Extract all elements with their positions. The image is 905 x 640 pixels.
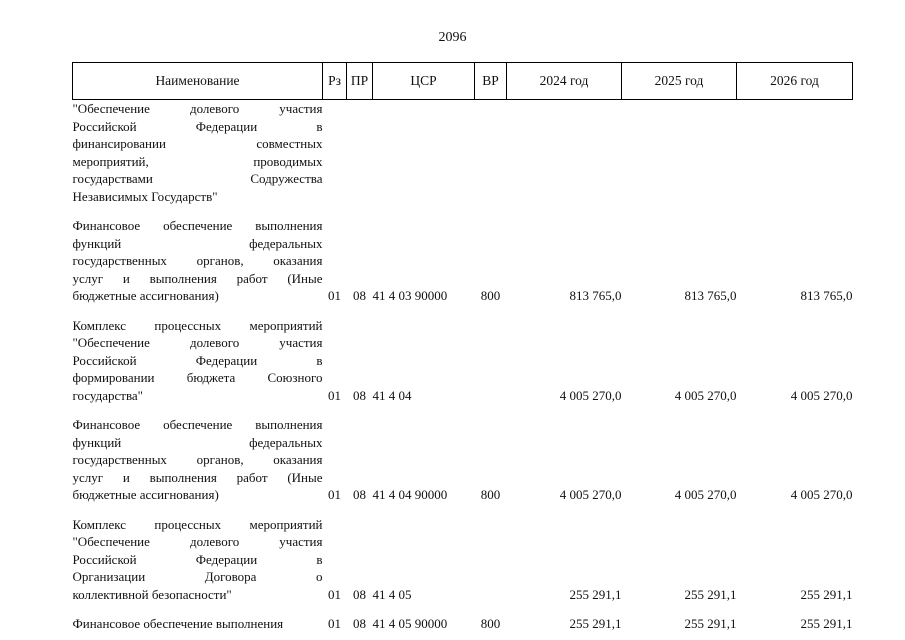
table-row (73, 317, 853, 405)
table-row (73, 416, 853, 504)
cell-rz: 01 (328, 487, 341, 502)
cell-2025 (622, 100, 737, 206)
cell-pr: 08 (353, 387, 366, 403)
name-line: Российской Федерации в (72, 352, 323, 368)
cell-name (73, 100, 323, 206)
header-2024: 2024 год (507, 63, 622, 100)
cell-rz (323, 100, 347, 206)
page-number: 2096 (438, 30, 467, 45)
name-line: Финансовое обеспечение выполнения (72, 616, 284, 631)
cell-rz: 01 (328, 616, 341, 631)
table-row (73, 100, 853, 206)
name-line: Финансовое обеспечение выполнения (72, 218, 323, 233)
cell-pr: 08 (353, 288, 366, 303)
cell-2026: 4 005 270,0 (790, 387, 853, 403)
name-line: государственных органов, оказания (72, 253, 323, 268)
name-line: коллективной безопасности" (72, 586, 232, 602)
cell-csr: 41 4 05 (372, 586, 412, 602)
name-line: Российской Федерации в (72, 118, 323, 134)
cell-vr: 800 (480, 288, 501, 303)
name-line: "Обеспечение долевого участия (72, 101, 323, 116)
cell-2025: 4 005 270,0 (674, 487, 737, 502)
table-body (73, 100, 853, 633)
name-line: финансировании совместных (72, 136, 323, 151)
cell-2026 (737, 100, 853, 206)
name-line: Комплекс процессных мероприятий (72, 317, 323, 333)
name-line: Финансовое обеспечение выполнения (72, 417, 323, 432)
table-row (73, 516, 853, 604)
cell-vr: 800 (480, 487, 501, 502)
name-line: Комплекс процессных мероприятий (72, 516, 323, 532)
cell-2024: 255 291,1 (569, 586, 622, 602)
cell-csr: 41 4 03 90000 (372, 288, 448, 303)
row-spacer (73, 404, 853, 416)
cell-pr (347, 100, 373, 206)
header-vr: ВР (475, 63, 507, 100)
table-row (73, 615, 853, 633)
name-line: функций федеральных (72, 235, 323, 251)
cell-2024 (507, 100, 622, 206)
cell-csr: 41 4 04 90000 (372, 487, 448, 502)
name-line: государственных органов, оказания (72, 452, 323, 467)
name-line: бюджетные ассигнования) (72, 288, 219, 303)
row-spacer (73, 603, 853, 615)
cell-pr: 08 (353, 616, 366, 631)
cell-csr: 41 4 05 90000 (372, 616, 448, 631)
row-spacer (73, 504, 853, 516)
name-line: Независимых Государств" (72, 188, 218, 204)
header-pr: ПР (347, 63, 373, 100)
cell-2025: 4 005 270,0 (674, 387, 737, 403)
cell-2026: 255 291,1 (800, 586, 853, 602)
name-line: "Обеспечение долевого участия (72, 534, 323, 549)
cell-vr: 800 (480, 616, 501, 631)
cell-rz: 01 (328, 586, 341, 602)
cell-name (73, 317, 323, 405)
name-line: услуг и выполнения работ (Иные (72, 270, 323, 286)
header-name: Наименование (73, 63, 323, 100)
name-line: мероприятий, проводимых (72, 153, 323, 169)
name-line: государства" (72, 387, 143, 403)
cell-csr (373, 100, 475, 206)
cell-rz: 01 (328, 288, 341, 303)
cell-2024: 4 005 270,0 (559, 487, 622, 502)
cell-vr (475, 317, 507, 405)
cell-vr (475, 100, 507, 206)
table-header-row (73, 63, 853, 100)
name-line: функций федеральных (72, 434, 323, 450)
row-spacer (73, 205, 853, 217)
cell-name (73, 217, 323, 305)
header-csr: ЦСР (373, 63, 475, 100)
cell-name (73, 516, 323, 604)
cell-rz: 01 (328, 387, 341, 403)
cell-2025: 255 291,1 (684, 616, 737, 631)
cell-2025: 813 765,0 (684, 288, 737, 303)
cell-2026: 4 005 270,0 (790, 487, 853, 502)
cell-vr (475, 516, 507, 604)
name-line: "Обеспечение долевого участия (72, 335, 323, 350)
cell-name (73, 416, 323, 504)
cell-name (73, 615, 323, 633)
name-line: бюджетные ассигнования) (72, 487, 219, 502)
row-spacer (73, 305, 853, 317)
name-line: Организации Договора о (72, 569, 323, 584)
cell-2024: 255 291,1 (569, 616, 622, 631)
name-line: Российской Федерации в (72, 551, 323, 567)
cell-pr: 08 (353, 487, 366, 502)
cell-2025: 255 291,1 (684, 586, 737, 602)
cell-2024: 813 765,0 (569, 288, 622, 303)
cell-2026: 813 765,0 (800, 288, 853, 303)
budget-table (72, 62, 853, 633)
name-line: услуг и выполнения работ (Иные (72, 469, 323, 485)
cell-pr: 08 (353, 586, 366, 602)
name-line: формировании бюджета Союзного (72, 370, 323, 385)
header-2026: 2026 год (737, 63, 853, 100)
header-2025: 2025 год (622, 63, 737, 100)
header-rz: Рз (323, 63, 347, 100)
cell-2024: 4 005 270,0 (559, 387, 622, 403)
cell-2026: 255 291,1 (800, 616, 853, 631)
cell-csr: 41 4 04 (372, 387, 412, 403)
name-line: государствами Содружества (72, 171, 323, 186)
table-row (73, 217, 853, 305)
